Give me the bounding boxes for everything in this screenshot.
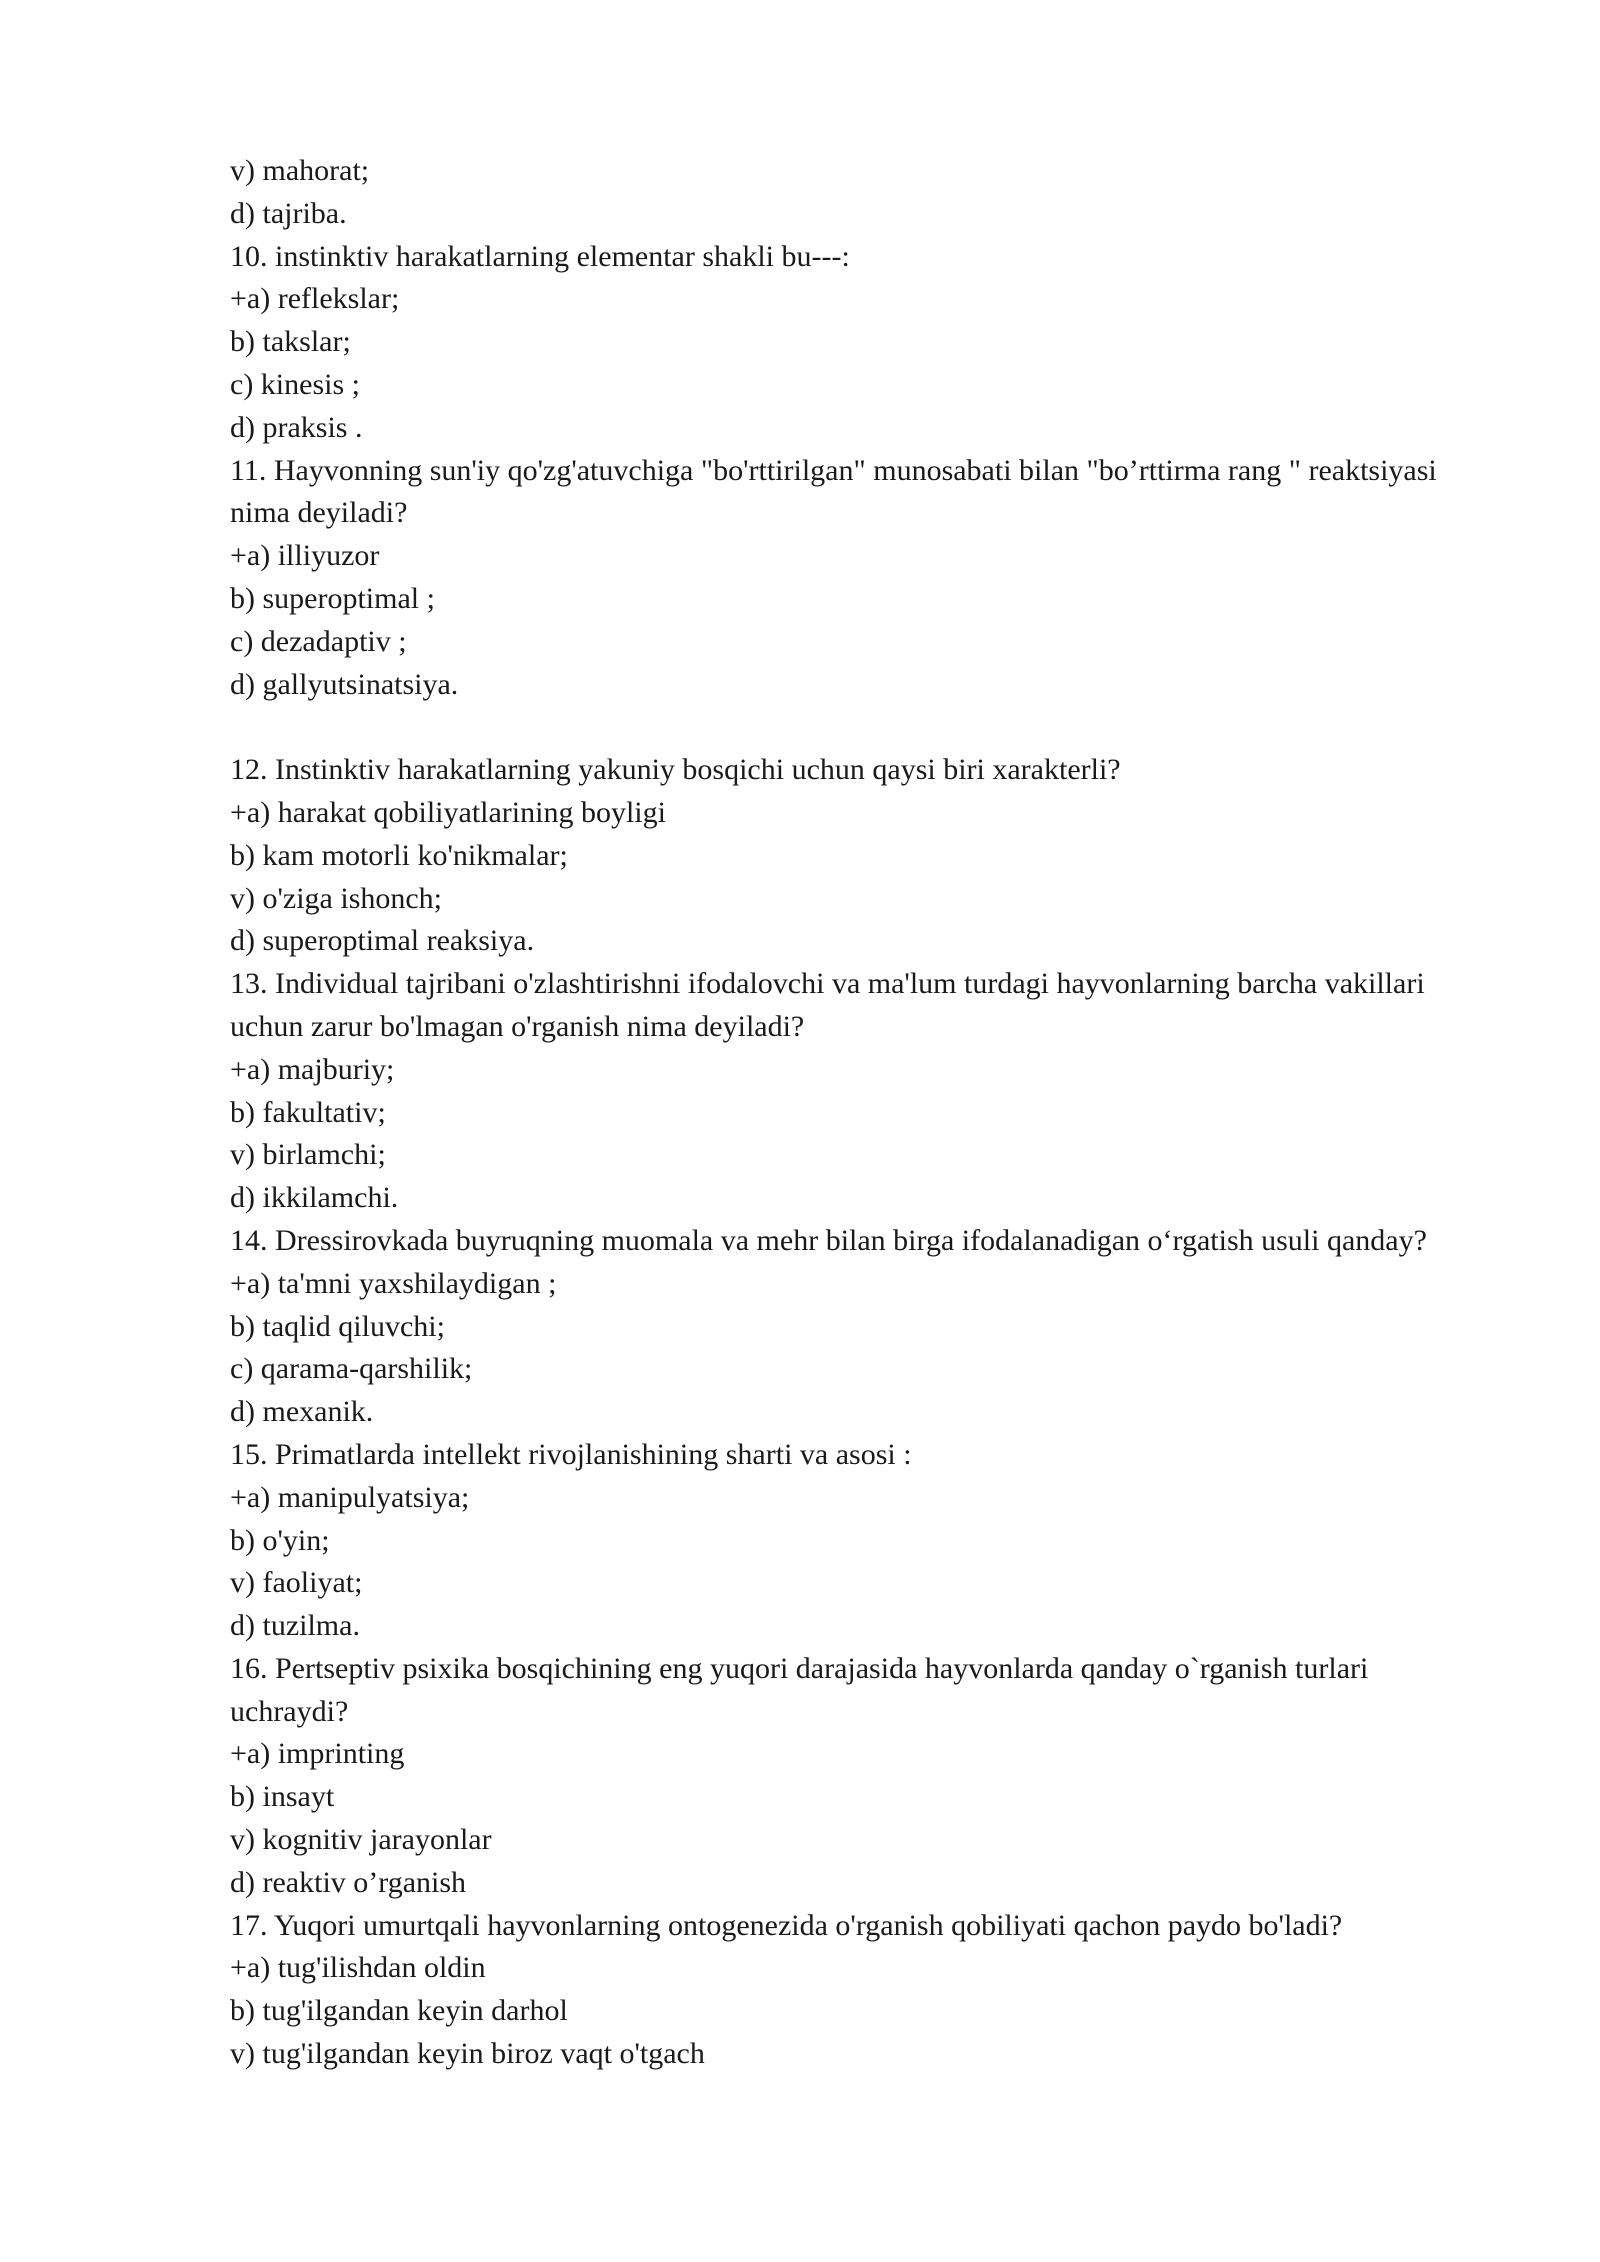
answer-option: c) qarama-qarshilik; bbox=[230, 1352, 473, 1386]
answer-option: d) ikkilamchi. bbox=[230, 1181, 399, 1215]
answer-option: b) taqlid qiluvchi; bbox=[230, 1309, 445, 1343]
answer-option: v) kognitiv jarayonlar bbox=[230, 1823, 492, 1857]
answer-option-correct: +a) illiyuzor bbox=[230, 539, 380, 573]
question-17: 17. Yuqori umurtqali hayvonlarning ontogenezida o'rganish qobiliyati qachon paydo bo'ladi? bbox=[230, 1908, 1343, 1942]
answer-option: b) superoptimal ; bbox=[230, 581, 435, 615]
answer-option: b) insayt bbox=[230, 1780, 335, 1814]
answer-option-correct: +a) reflekslar; bbox=[230, 282, 400, 316]
question-10: 10. instinktiv harakatlarning elementar shakli bu---: bbox=[230, 239, 850, 273]
answer-option: c) dezadaptiv ; bbox=[230, 624, 407, 658]
answer-option-correct: +a) imprinting bbox=[230, 1737, 405, 1771]
question-16: 16. Pertseptiv psixika bosqichining eng yuqori darajasida hayvonlarda qanday o`rganish turlari uchraydi? bbox=[230, 1651, 1369, 1728]
answer-option: c) kinesis ; bbox=[230, 367, 360, 401]
question-11: 11. Hayvonning sun'iy qo'zg'atuvchiga "bo'rttirilgan" munosabati bilan "bo’rttirma rang " reaktsiyasi nima deyiladi? bbox=[230, 453, 1437, 530]
answer-option: b) takslar; bbox=[230, 325, 351, 359]
blank-line bbox=[230, 706, 1470, 749]
question-13: 13. Individual tajribani o'zlashtirishni ifodalovchi va ma'lum turdagi hayvonlarning barcha vakillari uchun zarur bo'lmagan o'rganish nima deyiladi? bbox=[230, 967, 1425, 1043]
answer-option: v) tug'ilgandan keyin biroz vaqt o'tgach bbox=[230, 2037, 705, 2071]
answer-option: d) praksis . bbox=[230, 410, 363, 444]
answer-option-correct: +a) ta'mni yaxshilaydigan ; bbox=[230, 1266, 557, 1300]
answer-option: d) tuzilma. bbox=[230, 1609, 360, 1643]
answer-option: b) kam motorli ko'nikmalar; bbox=[230, 838, 568, 872]
answer-option-correct: +a) harakat qobiliyatlarining boyligi bbox=[230, 795, 666, 829]
answer-option: d) gallyutsinatsiya. bbox=[230, 667, 459, 701]
document-page bbox=[230, 150, 1470, 2076]
answer-option: d) tajriba. bbox=[230, 196, 347, 230]
answer-option-correct: +a) majburiy; bbox=[230, 1052, 395, 1086]
question-15: 15. Primatlarda intellekt rivojlanishining sharti va asosi : bbox=[230, 1437, 912, 1471]
answer-option: v) o'ziga ishonch; bbox=[230, 881, 443, 915]
answer-option: d) mexanik. bbox=[230, 1395, 374, 1429]
answer-option: d) superoptimal reaksiya. bbox=[230, 924, 535, 958]
answer-option: v) faoliyat; bbox=[230, 1566, 363, 1600]
answer-option-correct: +a) manipulyatsiya; bbox=[230, 1480, 470, 1514]
answer-option: d) reaktiv o’rganish bbox=[230, 1865, 467, 1899]
question-12: 12. Instinktiv harakatlarning yakuniy bosqichi uchun qaysi biri xarakterli? bbox=[230, 753, 1121, 787]
answer-option-correct: +a) tug'ilishdan oldin bbox=[230, 1951, 486, 1985]
answer-option: b) tug'ilgandan keyin darhol bbox=[230, 1994, 568, 2028]
answer-option: v) mahorat; bbox=[230, 154, 370, 187]
answer-option: v) birlamchi; bbox=[230, 1138, 386, 1172]
answer-option: b) fakultativ; bbox=[230, 1095, 386, 1129]
answer-option: b) o'yin; bbox=[230, 1523, 330, 1557]
question-14: 14. Dressirovkada buyruqning muomala va mehr bilan birga ifodalanadigan o‘rgatish usuli qanday? bbox=[230, 1223, 1427, 1257]
